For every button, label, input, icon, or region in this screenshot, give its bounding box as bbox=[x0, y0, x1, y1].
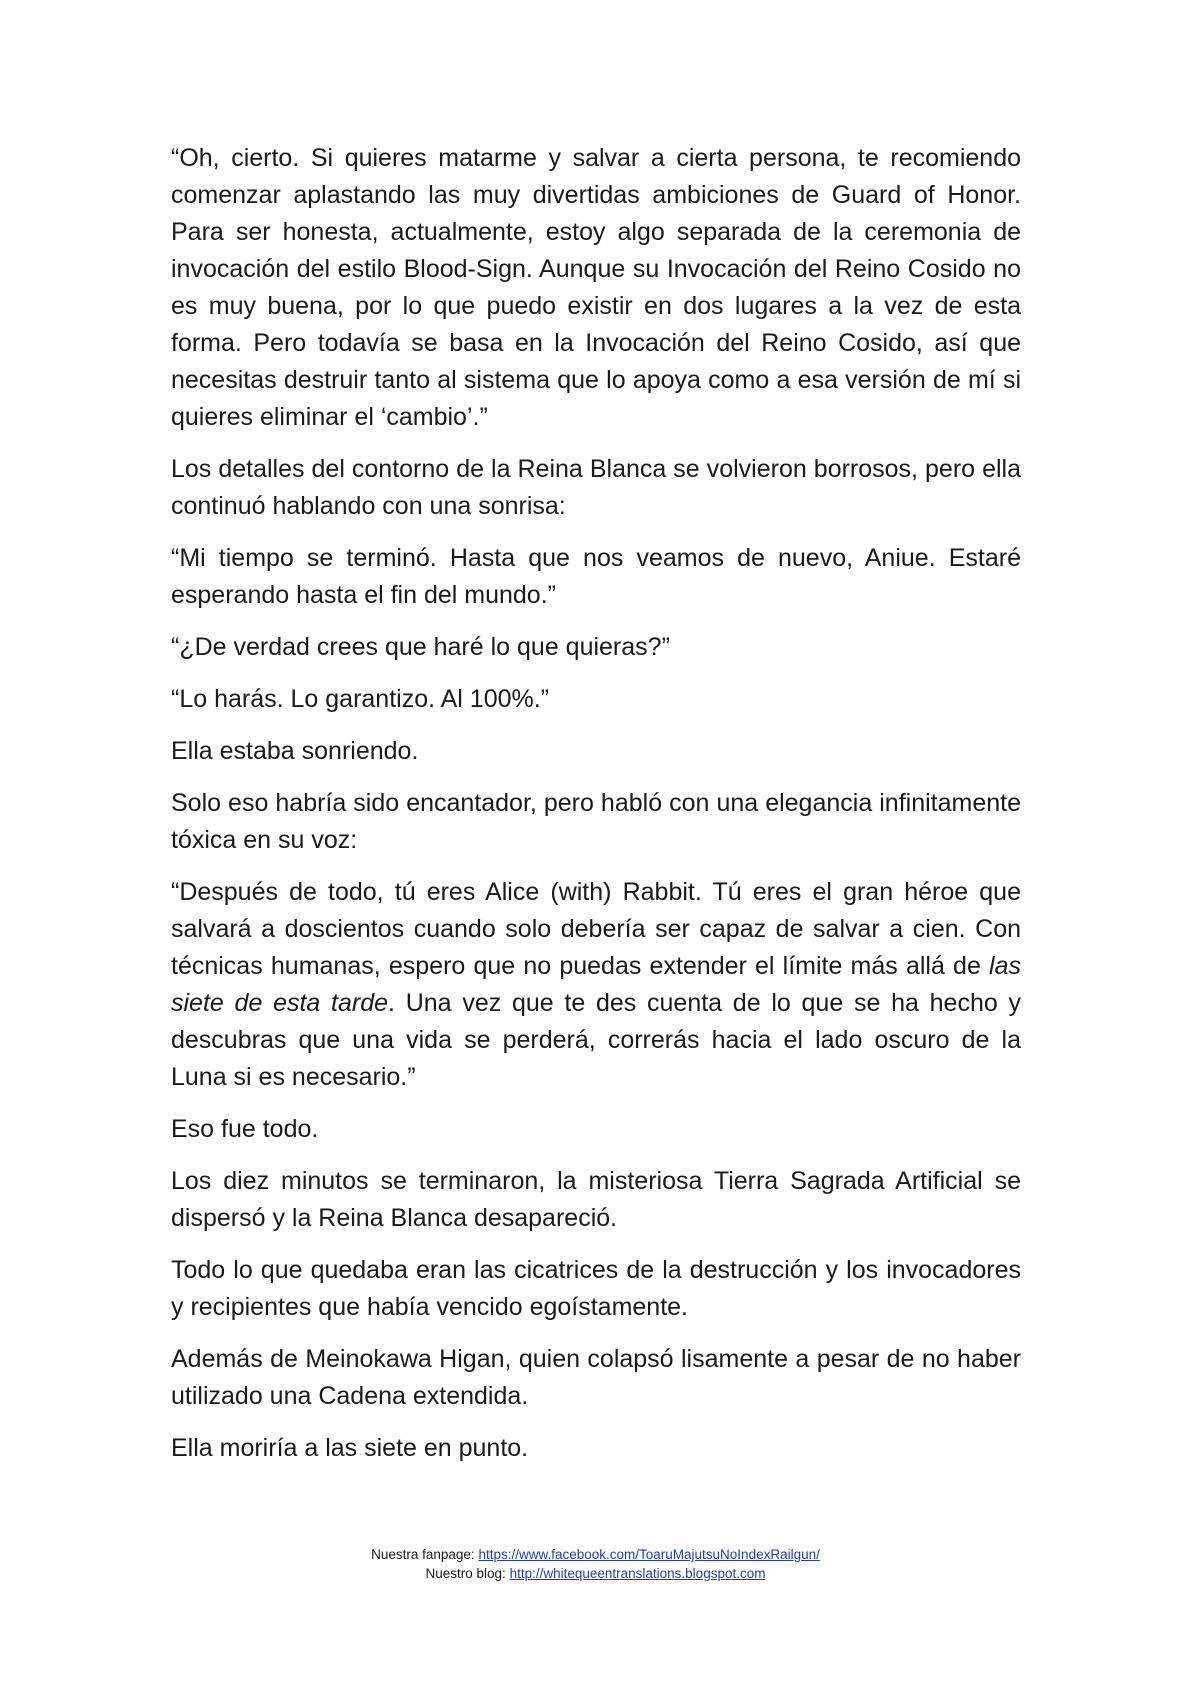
footer-fanpage-link[interactable]: https://www.facebook.com/ToaruMajutsuNoIndexRailgun/ bbox=[478, 1547, 820, 1562]
paragraph-8 bbox=[171, 874, 1021, 1096]
paragraph-8-italic-text: las siete de esta tarde bbox=[171, 952, 1021, 1017]
paragraph-3: “Mi tiempo se terminó. Hasta que nos veamos de nuevo, Aniue. Estaré esperando hasta el fin del mundo.” bbox=[171, 544, 1021, 609]
footer-fanpage-line bbox=[0, 1545, 1191, 1564]
paragraph-5: “Lo harás. Lo garantizo. Al 100%.” bbox=[171, 685, 550, 713]
footer-blog-line bbox=[0, 1564, 1191, 1583]
paragraph-2: Los detalles del contorno de la Reina Blanca se volvieron borrosos, pero ella continuó hablando con una sonrisa: bbox=[171, 455, 1021, 520]
paragraph-10: Los diez minutos se terminaron, la misteriosa Tierra Sagrada Artificial se dispersó y la Reina Blanca desapareció. bbox=[171, 1167, 1021, 1232]
paragraph-7: Solo eso habría sido encantador, pero habló con una elegancia infinitamente tóxica en su voz: bbox=[171, 789, 1021, 854]
paragraph-12: Además de Meinokawa Higan, quien colapsó lisamente a pesar de no haber utilizado una Cadena extendida. bbox=[171, 1345, 1021, 1410]
paragraph-9: Eso fue todo. bbox=[171, 1115, 319, 1143]
footer-blog-link[interactable]: http://whitequeentranslations.blogspot.com bbox=[509, 1566, 766, 1581]
page-footer bbox=[0, 1545, 1191, 1583]
paragraph-6: Ella estaba sonriendo. bbox=[171, 737, 419, 765]
paragraph-13: Ella moriría a las siete en punto. bbox=[171, 1434, 529, 1462]
paragraph-8-text-after: . Una vez que te des cuenta de lo que se ha hecho y descubras que una vida se perderá, correrás hacia el lado oscuro de la Luna si es necesario.” bbox=[171, 989, 1021, 1091]
paragraph-8-text-before: “Después de todo, tú eres Alice (with) Rabbit. Tú eres el gran héroe que salvará a doscientos cuando solo debería ser capaz de salvar a cien. Con técnicas humanas, espero que no puedas extender el límite más allá de bbox=[171, 878, 1021, 980]
footer-blog-label: Nuestro blog: bbox=[425, 1566, 510, 1581]
paragraph-11: Todo lo que quedaba eran las cicatrices de la destrucción y los invocadores y recipientes que había vencido egoístamente. bbox=[171, 1256, 1021, 1321]
paragraph-4: “¿De verdad crees que haré lo que quieras?” bbox=[171, 633, 670, 661]
body-text bbox=[171, 140, 1021, 1482]
footer-fanpage-label: Nuestra fanpage: bbox=[371, 1547, 479, 1562]
paragraph-1: “Oh, cierto. Si quieres matarme y salvar a cierta persona, te recomiendo comenzar aplastando las muy divertidas ambiciones de Guard of Honor. Para ser honesta, actualmente, estoy algo separada de la ceremonia de invocación del estilo Blood-Sign. Aunque su Invocación del Reino Cosido no es muy buena, por lo que puedo existir en dos lugares a la vez de esta forma. Pero todavía se basa en la Invocación del Reino Cosido, así que necesitas destruir tanto al sistema que lo apoya como a esa versión de mí si quieres eliminar el ‘cambio’.” bbox=[171, 144, 1021, 431]
